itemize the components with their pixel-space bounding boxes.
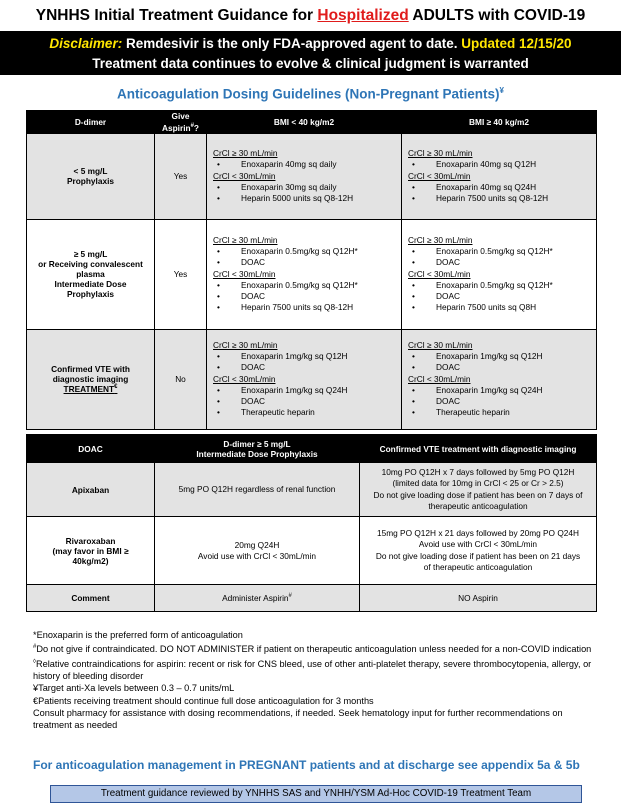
dose-item: [408, 385, 590, 396]
dose-text: Heparin 7500 units sq Q8-12H: [436, 193, 549, 204]
page-title: [0, 0, 621, 31]
footnote-text: Consult pharmacy for assistance with dosing recommendations, if needed. Seek hematology input for further recommendations on treatment as needed: [33, 707, 563, 731]
aspirin-cell: Yes: [155, 219, 207, 329]
bullet-icon: •: [217, 396, 220, 407]
title-suffix: ADULTS with COVID-19: [408, 7, 586, 24]
dose-item: [408, 302, 590, 313]
footnote-text: *Enoxaparin is the preferred form of anticoagulation: [33, 630, 243, 640]
section-title-text: Anticoagulation Dosing Guidelines (Non-Pregnant Patients): [117, 86, 500, 102]
footnote-text: ¥Target anti-Xa levels between 0.3 – 0.7 units/mL: [33, 683, 235, 694]
header-vte: Confirmed VTE treatment with diagnostic imaging: [360, 435, 597, 463]
dose-item: [408, 351, 590, 362]
dose-item: [408, 159, 590, 170]
crcl-heading: CrCl < 30mL/min: [213, 170, 276, 181]
bullet-icon: •: [412, 396, 415, 407]
disclaimer-label: Disclaimer:: [49, 36, 123, 51]
dosing-cell-low: [207, 219, 402, 329]
comment-intermediate-text: Administer Aspirin: [222, 593, 289, 603]
bullet-icon: •: [217, 351, 220, 362]
dose-item: [408, 407, 590, 418]
criteria-line: < 5 mg/L: [73, 166, 108, 177]
intermediate-line: 20mg Q24H: [234, 539, 280, 550]
footnote: [33, 641, 593, 655]
dose-text: Heparin 5000 units sq Q8-12H: [241, 193, 354, 204]
intermediate-cell: [155, 463, 360, 517]
dose-item: [213, 182, 395, 193]
dose-text: DOAC: [241, 291, 265, 302]
dose-text: Enoxaparin 1mg/kg sq Q24H: [241, 384, 348, 395]
dose-item: [213, 193, 395, 204]
dose-text: Heparin 7500 units sq Q8H: [436, 302, 537, 313]
dose-text: Enoxaparin 0.5mg/kg sq Q12H*: [436, 246, 553, 257]
header-intermediate: [155, 435, 360, 463]
criteria-line: or Receiving convalescent: [38, 259, 143, 270]
bullet-icon: •: [217, 407, 220, 418]
criteria-sup: €: [114, 384, 118, 391]
dose-item: [408, 362, 590, 373]
disclaimer-line-2: Treatment data continues to evolve & clinical judgment is warranted: [92, 56, 529, 71]
dose-text: Enoxaparin 1mg/kg sq Q12H: [436, 351, 543, 362]
bullet-icon: •: [412, 159, 415, 170]
dosing-cell-low: [207, 133, 402, 219]
dose-text: DOAC: [436, 362, 460, 373]
disclaimer-line-1: [0, 34, 621, 54]
criteria-cell: [27, 133, 155, 219]
criteria-line: plasma: [76, 269, 105, 280]
dose-item: [213, 385, 395, 396]
bullet-icon: •: [217, 193, 220, 204]
dose-item: [213, 362, 395, 373]
footnote-text: Relative contraindications for aspirin: recent or risk for CNS bleed, use of other anti-platelet therapy, severe thrombocytopenia, allergy, or history of bleeding disorder: [33, 658, 592, 682]
header-intermediate-line1: D-dimer ≥ 5 mg/L: [223, 438, 291, 449]
footnote-text: €Patients receiving treatment should continue full dose anticoagulation for 3 months: [33, 695, 374, 706]
dose-text: Enoxaparin 1mg/kg sq Q12H: [241, 351, 348, 362]
dose-text: Enoxaparin 0.5mg/kg sq Q12H*: [241, 279, 358, 290]
doac-row: [27, 463, 597, 517]
vte-line: (limited data for 10mg in CrCl < 25 or Cr > 2.5): [392, 478, 564, 488]
header-doac: DOAC: [27, 435, 155, 463]
comment-intermediate: [155, 585, 360, 612]
header-aspirin: [155, 111, 207, 134]
crcl-heading: CrCl < 30mL/min: [408, 268, 471, 279]
bullet-icon: •: [412, 291, 415, 302]
footnote: [33, 629, 593, 641]
bullet-icon: •: [412, 257, 415, 268]
dose-item: [213, 280, 395, 291]
dose-item: [408, 182, 590, 193]
dose-item: [213, 302, 395, 313]
dose-text: DOAC: [241, 257, 265, 268]
dosing-cell-low: [207, 329, 402, 429]
drug-line: (may favor in BMI ≥: [52, 545, 129, 556]
dose-text: Enoxaparin 40mg sq Q12H: [436, 159, 537, 170]
header-bmi-high: BMI ≥ 40 kg/m2: [402, 111, 597, 134]
table-row: [27, 133, 597, 219]
dose-text: Enoxaparin 1mg/kg sq Q24H: [436, 384, 543, 395]
footnote: [33, 656, 593, 683]
dose-text: Therapeutic heparin: [436, 407, 510, 418]
table-row: [27, 329, 597, 429]
crcl-heading: CrCl < 30mL/min: [408, 170, 471, 181]
dose-item: [408, 193, 590, 204]
criteria-cell: [27, 329, 155, 429]
criteria-line: TREATMENT€: [63, 384, 118, 395]
dose-text: Enoxaparin 0.5mg/kg sq Q12H*: [436, 279, 553, 290]
dose-text: Enoxaparin 40mg sq Q24H: [436, 181, 537, 192]
crcl-heading: CrCl ≥ 30 mL/min: [408, 340, 473, 351]
criteria-line: diagnostic imaging: [52, 374, 129, 385]
header-intermediate-line2: Intermediate Dose Prophylaxis: [196, 448, 318, 459]
vte-line: therapeutic anticoagulation: [428, 501, 528, 511]
footnote: [33, 682, 593, 694]
header-aspirin-text: Give Aspirin: [161, 111, 191, 133]
dose-item: [408, 246, 590, 257]
section-title-sup: ¥: [499, 86, 504, 95]
doac-table-header: [27, 435, 597, 463]
criteria-line: Confirmed VTE with: [51, 364, 130, 375]
crcl-heading: CrCl ≥ 30 mL/min: [213, 340, 278, 351]
criteria-line: Prophylaxis: [66, 289, 115, 300]
drug-cell: [27, 463, 155, 517]
dose-text: Enoxaparin 30mg sq daily: [241, 181, 337, 192]
header-aspirin-q: ?: [193, 122, 199, 133]
header-bmi-low: BMI < 40 kg/m2: [207, 111, 402, 134]
drug-line: Apixaban: [71, 484, 110, 495]
crcl-heading: CrCl ≥ 30 mL/min: [213, 148, 278, 159]
footnotes: [33, 629, 593, 732]
bullet-icon: •: [412, 279, 415, 290]
pregnancy-note: For anticoagulation management in PREGNANT patients and at discharge see appendix 5a & 5b: [33, 758, 580, 772]
bullet-icon: •: [412, 246, 415, 257]
bullet-icon: •: [217, 291, 220, 302]
bullet-icon: •: [412, 181, 415, 192]
drug-line: 40kg/m2): [72, 555, 109, 566]
bullet-icon: •: [217, 362, 220, 373]
footnote: [33, 707, 593, 732]
bullet-icon: •: [412, 407, 415, 418]
drug-cell: [27, 517, 155, 585]
dose-text: Enoxaparin 0.5mg/kg sq Q12H*: [241, 246, 358, 257]
dose-item: [408, 257, 590, 268]
table-row: [27, 219, 597, 329]
vte-line: of therapeutic anticoagulation: [423, 562, 533, 572]
crcl-heading: CrCl ≥ 30 mL/min: [408, 148, 473, 159]
dose-text: Enoxaparin 40mg sq daily: [241, 159, 337, 170]
dose-item: [213, 159, 395, 170]
dose-item: [213, 396, 395, 407]
doac-table: [26, 434, 597, 612]
header-aspirin-sup: #: [190, 123, 194, 129]
dose-item: [213, 257, 395, 268]
drug-line: Rivaroxaban: [65, 535, 116, 546]
footnote-sup: #: [33, 644, 37, 651]
bullet-icon: •: [412, 351, 415, 362]
dosing-table: [26, 110, 597, 430]
dose-text: DOAC: [436, 257, 460, 268]
dose-text: DOAC: [436, 291, 460, 302]
vte-cell: [360, 517, 597, 585]
dose-item: [408, 280, 590, 291]
footer-banner: Treatment guidance reviewed by YNHHS SAS and YNHH/YSM Ad-Hoc COVID-19 Treatment Team: [50, 785, 582, 803]
header-ddimer: D-dimer: [27, 111, 155, 134]
vte-line: 15mg PO Q12H x 21 days followed by 20mg PO Q24H: [377, 527, 579, 538]
intermediate-cell: [155, 517, 360, 585]
dosing-cell-high: [402, 219, 597, 329]
dose-text: DOAC: [241, 362, 265, 373]
dose-item: [408, 291, 590, 302]
bullet-icon: •: [217, 159, 220, 170]
section-title: [0, 86, 621, 102]
vte-line: 10mg PO Q12H x 7 days followed by 5mg PO Q12H: [381, 466, 575, 477]
bullet-icon: •: [217, 246, 220, 257]
dose-item: [408, 396, 590, 407]
bullet-icon: •: [412, 384, 415, 395]
vte-cell: [360, 463, 597, 517]
dosing-cell-high: [402, 133, 597, 219]
bullet-icon: •: [412, 302, 415, 313]
vte-line: Avoid use with CrCl < 30mL/min: [418, 539, 538, 549]
aspirin-cell: Yes: [155, 133, 207, 219]
bullet-icon: •: [217, 384, 220, 395]
bullet-icon: •: [217, 257, 220, 268]
dose-item: [213, 407, 395, 418]
footnote-sup: ◊: [33, 658, 36, 665]
dose-item: [213, 246, 395, 257]
bullet-icon: •: [217, 279, 220, 290]
comment-label: Comment: [27, 585, 155, 612]
title-highlight: Hospitalized: [317, 7, 409, 24]
criteria-line: ≥ 5 mg/L: [73, 249, 108, 260]
criteria-line: Intermediate Dose: [54, 279, 127, 290]
dose-text: DOAC: [436, 396, 460, 407]
dosing-table-header: [27, 111, 597, 134]
crcl-heading: CrCl < 30mL/min: [213, 373, 276, 384]
comment-row: [27, 585, 597, 612]
bullet-icon: •: [217, 181, 220, 192]
dose-text: DOAC: [241, 396, 265, 407]
crcl-heading: CrCl ≥ 30 mL/min: [213, 235, 278, 246]
crcl-heading: CrCl ≥ 30 mL/min: [408, 235, 473, 246]
bullet-icon: •: [412, 362, 415, 373]
criteria-line: Prophylaxis: [66, 176, 115, 187]
intermediate-line: 5mg PO Q12H regardless of renal function: [178, 484, 336, 494]
bullet-icon: •: [217, 302, 220, 313]
aspirin-cell: No: [155, 329, 207, 429]
doac-row: [27, 517, 597, 585]
dose-item: [213, 351, 395, 362]
footnote: [33, 695, 593, 707]
criteria-cell: [27, 219, 155, 329]
title-prefix: YNHHS Initial Treatment Guidance for: [35, 7, 318, 24]
bullet-icon: •: [412, 193, 415, 204]
dose-item: [213, 291, 395, 302]
comment-vte: NO Aspirin: [360, 585, 597, 612]
disclaimer-banner: [0, 31, 621, 75]
intermediate-line: Avoid use with CrCl < 30mL/min: [197, 550, 317, 561]
comment-sup: #: [288, 593, 292, 600]
vte-line: Do not give loading dose if patient has been on 7 days of: [373, 489, 583, 500]
dose-text: Heparin 7500 units sq Q8-12H: [241, 302, 354, 313]
disclaimer-text: Remdesivir is the only FDA-approved agent to date.: [122, 36, 462, 51]
dosing-cell-high: [402, 329, 597, 429]
crcl-heading: CrCl < 30mL/min: [213, 268, 276, 279]
vte-line: Do not give loading dose if patient has been on 21 days: [375, 550, 581, 561]
dose-text: Therapeutic heparin: [241, 407, 315, 418]
crcl-heading: CrCl < 30mL/min: [408, 373, 471, 384]
updated-date: Updated 12/15/20: [461, 36, 572, 51]
footnote-text: Do not give if contraindicated. DO NOT ADMINISTER if patient on therapeutic anticoagulation unless needed for a non-COVID indication: [36, 644, 592, 655]
